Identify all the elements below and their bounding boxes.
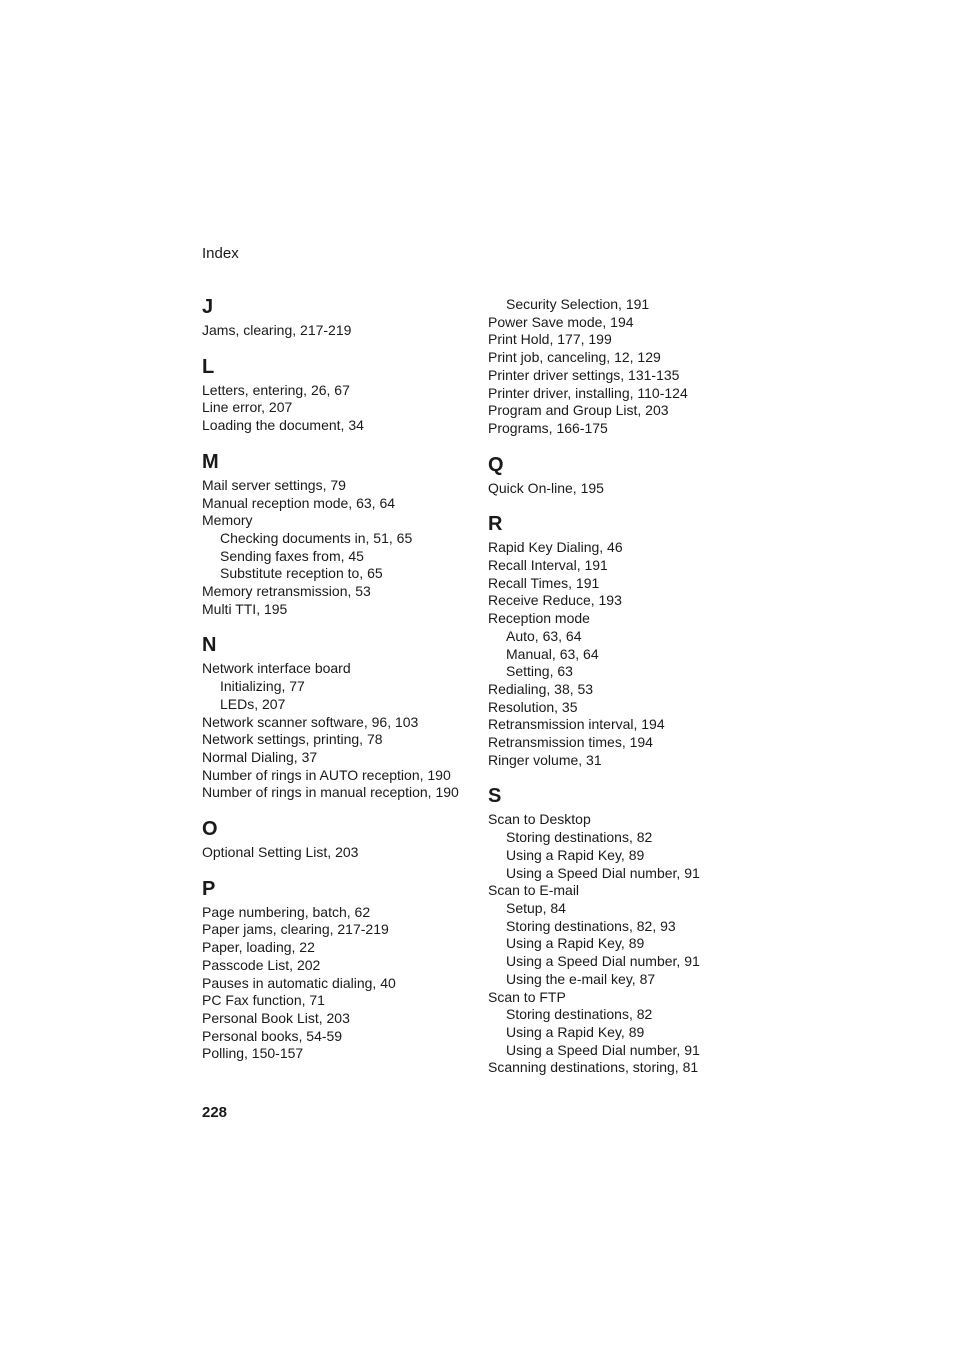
index-subentry: Manual, 63, 64	[506, 645, 599, 662]
index-entry: Resolution, 35	[488, 698, 578, 715]
index-entry: Jams, clearing, 217-219	[202, 322, 352, 338]
index-entry: Power Save mode, 194	[488, 313, 634, 330]
index-entry: Print job, canceling, 12, 129	[488, 349, 661, 366]
index-subentry: Using a Rapid Key, 89	[506, 846, 645, 863]
index-section	[202, 634, 482, 802]
index-entry: Manual reception mode, 63, 64	[202, 494, 396, 511]
index-subentry: Using a Speed Dial number, 91	[506, 1041, 700, 1058]
index-entry: Printer driver, installing, 110-124	[488, 384, 688, 401]
index-entry: Normal Dialing, 37	[202, 748, 318, 765]
index-entry: Recall Interval, 191	[488, 557, 608, 574]
index-subentry: Storing destinations, 82	[506, 1006, 653, 1023]
index-subentry: Initializing, 77	[220, 678, 305, 695]
index-subentry: Storing destinations, 82	[506, 829, 653, 846]
index-subentry: Setup, 84	[506, 899, 566, 916]
index-entry: Ringer volume, 31	[488, 751, 602, 768]
index-entry: Receive Reduce, 193	[488, 592, 622, 609]
index-subentry: Sending faxes from, 45	[220, 547, 364, 564]
index-entry: Scan to E-mail	[488, 882, 580, 899]
index-section	[488, 785, 778, 1077]
index-entry: Scan to FTP	[488, 988, 566, 1005]
index-section	[202, 356, 482, 435]
section-letter-heading: L	[202, 355, 215, 378]
index-entry: Optional Setting List, 203	[202, 844, 359, 861]
index-subentry: Using the e-mail key, 87	[506, 970, 656, 987]
index-section	[202, 878, 482, 1063]
index-entry: Rapid Key Dialing, 46	[488, 539, 623, 556]
index-entry: Number of rings in manual reception, 190	[202, 784, 459, 801]
section-letter-heading: S	[488, 785, 502, 808]
index-entry: Letters, entering, 26, 67	[202, 381, 350, 398]
index-subentry: Security Selection, 191	[506, 296, 650, 312]
index-subentry: Checking documents in, 51, 65	[220, 529, 413, 546]
index-subentry: Using a Rapid Key, 89	[506, 1023, 645, 1040]
index-entry: Scan to Desktop	[488, 811, 591, 828]
index-column-right	[488, 296, 778, 1077]
index-subentry: LEDs, 207	[220, 695, 286, 712]
section-letter-heading: J	[202, 296, 214, 318]
index-entry: Personal books, 54-59	[202, 1027, 343, 1044]
index-entry: Line error, 207	[202, 399, 293, 416]
index-entry: Mail server settings, 79	[202, 476, 346, 493]
index-entry: Reception mode	[488, 610, 590, 627]
index-entry: Multi TTI, 195	[202, 600, 288, 617]
page-number: 228	[202, 1104, 228, 1121]
index-section	[488, 513, 778, 769]
index-section	[202, 818, 482, 862]
index-entry: Network scanner software, 96, 103	[202, 713, 419, 730]
index-column-left	[202, 296, 482, 1063]
index-entry: Scanning destinations, storing, 81	[488, 1059, 699, 1076]
section-letter-heading: M	[202, 450, 219, 473]
section-letter-heading: Q	[488, 453, 504, 476]
index-entry: Network settings, printing, 78	[202, 731, 383, 748]
index-entry: Retransmission interval, 194	[488, 716, 665, 733]
index-entry: Retransmission times, 194	[488, 734, 653, 751]
index-section	[488, 454, 778, 498]
index-entry: Memory	[202, 512, 253, 529]
index-entry: Program and Group List, 203	[488, 402, 669, 419]
index-section	[488, 296, 778, 438]
index-subentry: Storing destinations, 82, 93	[506, 917, 676, 934]
index-entry: Quick On-line, 195	[488, 479, 604, 496]
index-entry: Pauses in automatic dialing, 40	[202, 974, 396, 991]
section-letter-heading: R	[488, 513, 503, 536]
index-subentry: Using a Speed Dial number, 91	[506, 864, 700, 881]
running-head: Index	[202, 245, 239, 262]
index-entry: Network interface board	[202, 660, 351, 677]
index-entry: Passcode List, 202	[202, 956, 321, 973]
index-entry: Print Hold, 177, 199	[488, 331, 612, 348]
index-entry: Memory retransmission, 53	[202, 583, 371, 600]
index-entry: Personal Book List, 203	[202, 1009, 350, 1026]
index-subentry: Auto, 63, 64	[506, 627, 582, 644]
index-entry: Paper, loading, 22	[202, 939, 315, 956]
index-entry: PC Fax function, 71	[202, 992, 325, 1009]
index-entry: Programs, 166-175	[488, 419, 608, 436]
index-entry: Recall Times, 191	[488, 574, 600, 591]
index-section	[202, 451, 482, 619]
index-entry: Polling, 150-157	[202, 1045, 304, 1062]
section-letter-heading: O	[202, 818, 218, 841]
index-entry: Number of rings in AUTO reception, 190	[202, 766, 451, 783]
index-entry: Printer driver settings, 131-135	[488, 366, 680, 383]
index-subentry: Substitute reception to, 65	[220, 565, 383, 582]
section-letter-heading: N	[202, 634, 217, 657]
index-entry: Redialing, 38, 53	[488, 680, 594, 697]
index-entry: Loading the document, 34	[202, 417, 364, 434]
index-entry: Page numbering, batch, 62	[202, 903, 371, 920]
index-subentry: Using a Speed Dial number, 91	[506, 953, 700, 970]
index-entry: Paper jams, clearing, 217-219	[202, 921, 389, 938]
index-subentry: Using a Rapid Key, 89	[506, 935, 645, 952]
index-subentry: Setting, 63	[506, 663, 573, 680]
section-letter-heading: P	[202, 877, 216, 900]
index-section	[202, 296, 482, 340]
